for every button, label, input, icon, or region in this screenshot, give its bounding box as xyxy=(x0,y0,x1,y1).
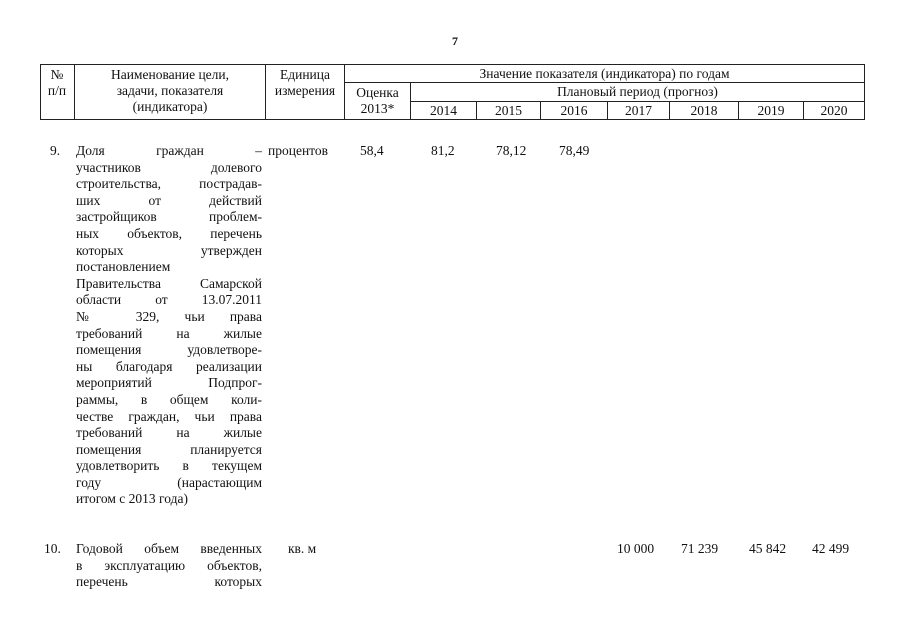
header-year: 2015 xyxy=(495,103,522,118)
header-values-title: Значение показателя (индикатора) по годам xyxy=(479,66,730,81)
row-value-2018: 71 239 xyxy=(681,541,719,556)
header-col-unit: Единица измерения xyxy=(274,67,336,98)
row-value-2016: 78,49 xyxy=(559,143,590,158)
header-bottom-border xyxy=(40,119,865,120)
header-year: 2016 xyxy=(560,103,588,118)
row-unit: процентов xyxy=(268,143,329,158)
header-col-name: Наименование цели, задачи, показателя (индикатора) xyxy=(110,67,230,114)
row-value-2020: 42 499 xyxy=(812,541,850,556)
row-value-2019: 45 842 xyxy=(749,541,787,556)
header-top-border xyxy=(40,64,865,65)
header-right-border xyxy=(864,64,865,120)
header-year: 2019 xyxy=(757,103,785,118)
header-col-number: № п/п xyxy=(47,67,67,98)
row-description: Доля граждан – участников долевого строительства, пострадав- ших от действий застройщиков проблем- ных объектов, перечень которых утвержден постановлением Правительства Самарской области от 13.07.2011 № 329, чьи права требований на жилые помещения удовлетворе- ны благодаря реализации мероприятий Подпрог- раммы, в общем коли- честве граждан, чьи права требований на жилые помещения планируется удовлетворить в текущем году (нарастающим итогом с 2013 года) xyxy=(76,143,262,507)
header-plan-border xyxy=(410,101,865,102)
row-value-2017: 10 000 xyxy=(617,541,655,556)
header-year: 2018 xyxy=(690,103,718,118)
row-value-2013: 58,4 xyxy=(360,143,384,158)
row-unit: кв. м xyxy=(288,541,317,556)
header-year: 2020 xyxy=(820,103,848,118)
row-number: 10. xyxy=(44,541,61,556)
header-year: 2017 xyxy=(625,103,652,118)
row-number: 9. xyxy=(50,143,61,158)
header-mid-border xyxy=(344,82,865,83)
row-value-2014: 81,2 xyxy=(431,143,455,158)
row-description: Годовой объем введенных в эксплуатацию объектов, перечень которых xyxy=(76,541,262,590)
table-header xyxy=(40,64,865,120)
row-value-2015: 78,12 xyxy=(496,143,527,158)
header-estimate: Оценка 2013* xyxy=(356,85,399,116)
header-year: 2014 xyxy=(430,103,457,118)
page-number: 7 xyxy=(452,34,458,48)
header-plan-title: Плановый период (прогноз) xyxy=(557,84,718,99)
